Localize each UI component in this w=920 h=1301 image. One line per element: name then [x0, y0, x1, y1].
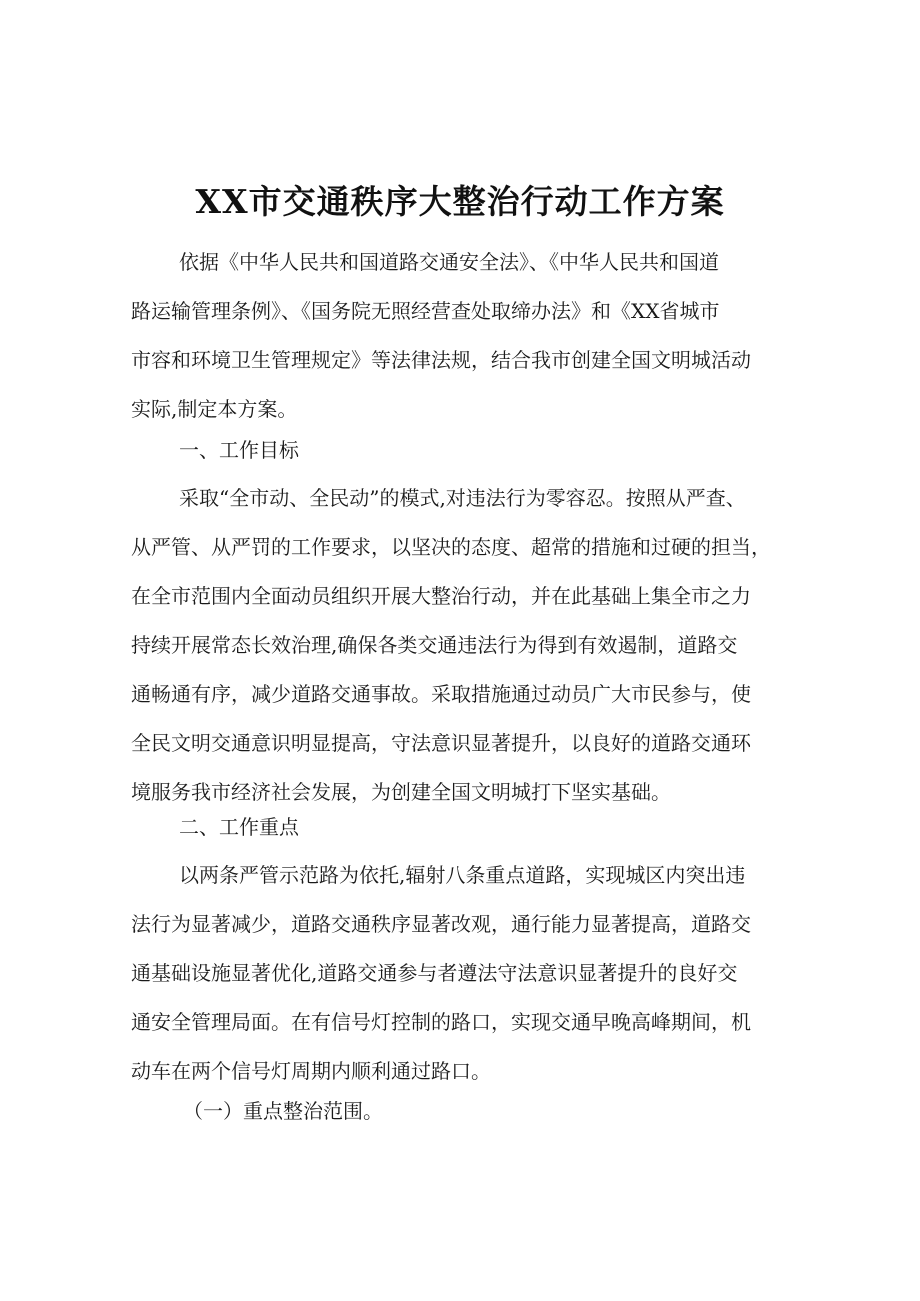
section-heading-goals	[0, 430, 920, 470]
intro-line: 市容和环境卫生管理规定》等法律法规，结合我市创建全国文明城活动	[131, 348, 751, 372]
focus-line: 动车在两个信号灯周期内顺利通过路口。	[131, 1059, 491, 1083]
section-heading-focus	[0, 807, 920, 847]
intro-line: 路运输管理条例》、《国务院无照经营查处取缔办法》和《XX省城市	[131, 299, 720, 323]
document-title: XX市交通秩序大整治行动工作方案	[195, 182, 725, 221]
intro-line: 依据《中华人民共和国道路交通安全法》、《中华人民共和国道	[179, 250, 719, 274]
goals-line: 从严管、从严罚的工作要求，以坚决的态度、超常的措施和过硬的担当，	[131, 535, 771, 559]
goals-line: 通畅通有序，减少道路交通事故。采取措施通过动员广大市民参与，使	[131, 682, 751, 706]
section-heading: 一、工作目标	[179, 438, 299, 462]
focus-line: 以两条严管示范路为依托,辐射八条重点道路，实现城区内突出违	[179, 863, 746, 887]
focus-paragraph	[0, 855, 920, 1091]
subsection-heading: （一）重点整治范围。	[183, 1099, 383, 1123]
subsection-heading-scope	[0, 1091, 920, 1131]
goals-line: 境服务我市经济社会发展，为创建全国文明城打下坚实基础。	[131, 780, 671, 804]
focus-line: 通安全管理局面。在有信号灯控制的路口，实现交通早晚高峰期间，机	[131, 1010, 751, 1034]
goals-line: 全民文明交通意识明显提高，守法意识显著提升，以良好的道路交通环	[131, 731, 751, 755]
goals-paragraph	[0, 478, 920, 812]
section-heading: 二、工作重点	[179, 815, 299, 839]
goals-line: 持续开展常态长效治理,确保各类交通违法行为得到有效遏制，道路交	[131, 633, 738, 657]
intro-line: 实际,制定本方案。	[131, 397, 298, 421]
focus-line: 通基础设施显著优化,道路交通参与者遵法守法意识显著提升的良好交	[131, 961, 738, 985]
goals-line: 在全市范围内全面动员组织开展大整治行动，并在此基础上集全市之力	[131, 584, 751, 608]
intro-paragraph	[0, 242, 920, 429]
focus-line: 法行为显著减少，道路交通秩序显著改观，通行能力显著提高，道路交	[131, 912, 751, 936]
goals-line: 采取“全市动、全民动”的模式,对违法行为零容忍。按照从严查、	[179, 486, 746, 510]
